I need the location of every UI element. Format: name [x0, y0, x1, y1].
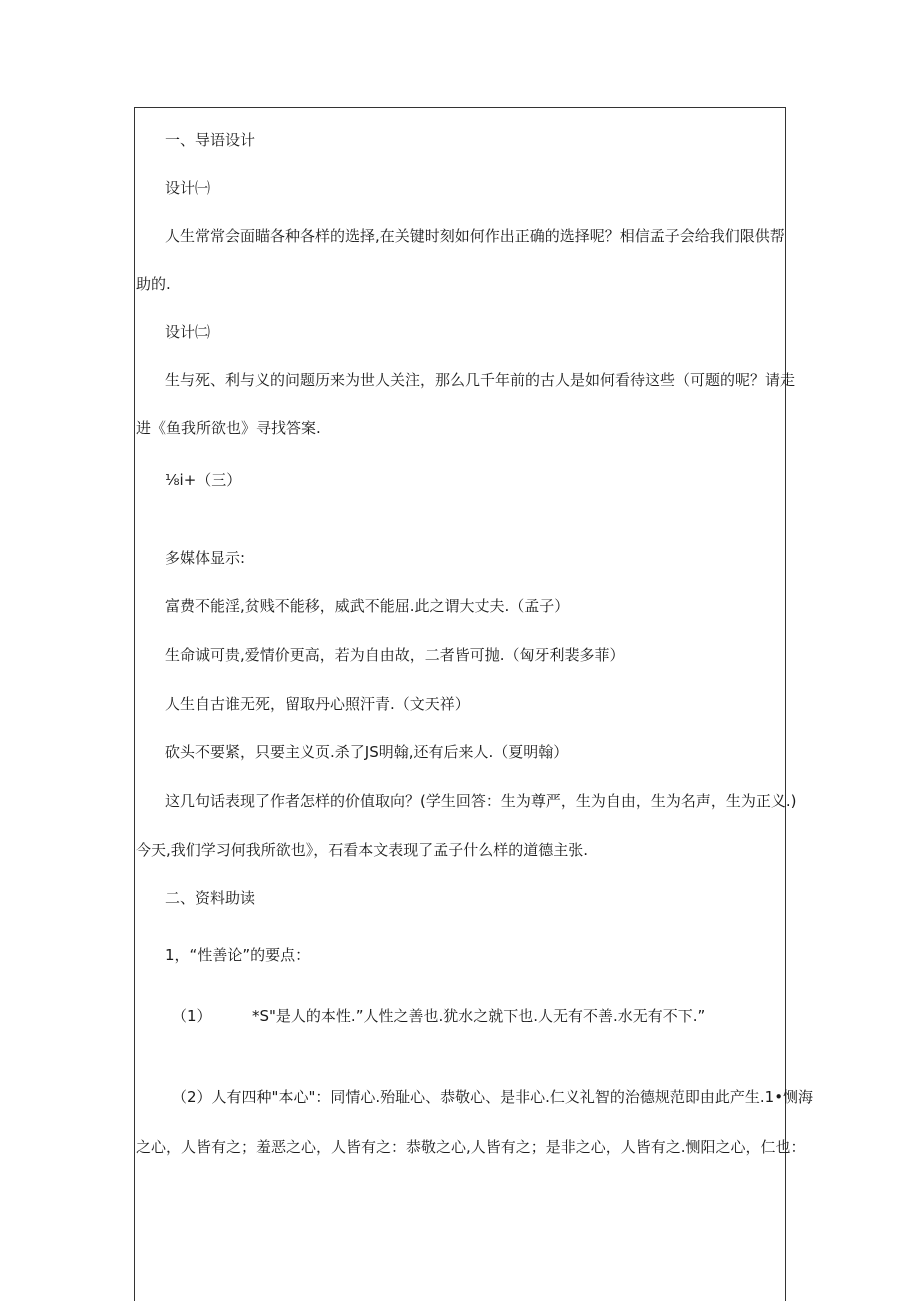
today-lesson-line: 今天,我们学习何我所欲也》，石看本文表现了孟子什么样的道德主张.: [136, 841, 589, 859]
design-2-paragraph-line-2: 进《鱼我所欲也》寻找答案.: [136, 419, 321, 437]
design-1-paragraph-line-1: 人生常常会面瞄各种各样的选择,在关键时刻如何作出正确的选择呢？相信孟子会给我们限供帮: [165, 227, 785, 245]
section-heading-lead-in: 一、导语设计: [165, 131, 256, 149]
design-2-paragraph-line-1: 生与死、利与义的问题历来为世人关注，那么几千年前的古人是如何看待这些（可题的呢？请走: [165, 371, 796, 389]
point-2-line-1: （2）人有四种"本心"：同情心.殆耻心、恭敬心、是非心.仁义礼智的治德规范即由此产生.1•恻海: [172, 1088, 814, 1106]
quote-xia-minghan: 砍头不要紧，只要主义页.杀了JS明翰,还有后来人.（夏明翰）: [165, 743, 569, 761]
section-heading-reading-aids: 二、资料助读: [165, 889, 256, 907]
multimedia-display-label: 多媒体显示:: [165, 549, 246, 567]
design-1-paragraph-line-2: 助的.: [136, 275, 171, 293]
point-2-line-2: 之心，人皆有之；羞恶之心，人皆有之：恭敬之心,人皆有之；是非之心，人皆有之.恻阳之心，仁也：: [136, 1138, 806, 1156]
theory-of-good-nature-title: 1，“性善论”的要点：: [165, 946, 311, 964]
design-2-label: 设计㈡: [165, 323, 211, 341]
value-question: 这几句话表现了作者怎样的价值取向？(学生回答：生为尊严，生为自由，生为名声，生为正义.): [165, 792, 797, 810]
point-1-row: [172, 1006, 732, 1026]
quote-petofi: 生命诚可贵,爱情价更高，若为自由故，二者皆可抛.（匈牙利裴多菲）: [165, 646, 625, 664]
design-3-label: ⅛i+（三）: [165, 471, 242, 489]
quote-mencius: 富费不能淫,贫贱不能移，威武不能屈.此之谓大丈夫.（孟子）: [165, 597, 570, 615]
design-1-label: 设计㈠: [165, 179, 211, 197]
point-1-number: （1）: [172, 1007, 212, 1025]
quote-wen-tianxiang: 人生自古谁无死，留取丹心照汗青.（文天祥）: [165, 695, 470, 713]
point-1-text: *S"是人的本性.”人性之善也.犹水之就下也.人无有不善.水无有不下.”: [252, 1007, 706, 1025]
